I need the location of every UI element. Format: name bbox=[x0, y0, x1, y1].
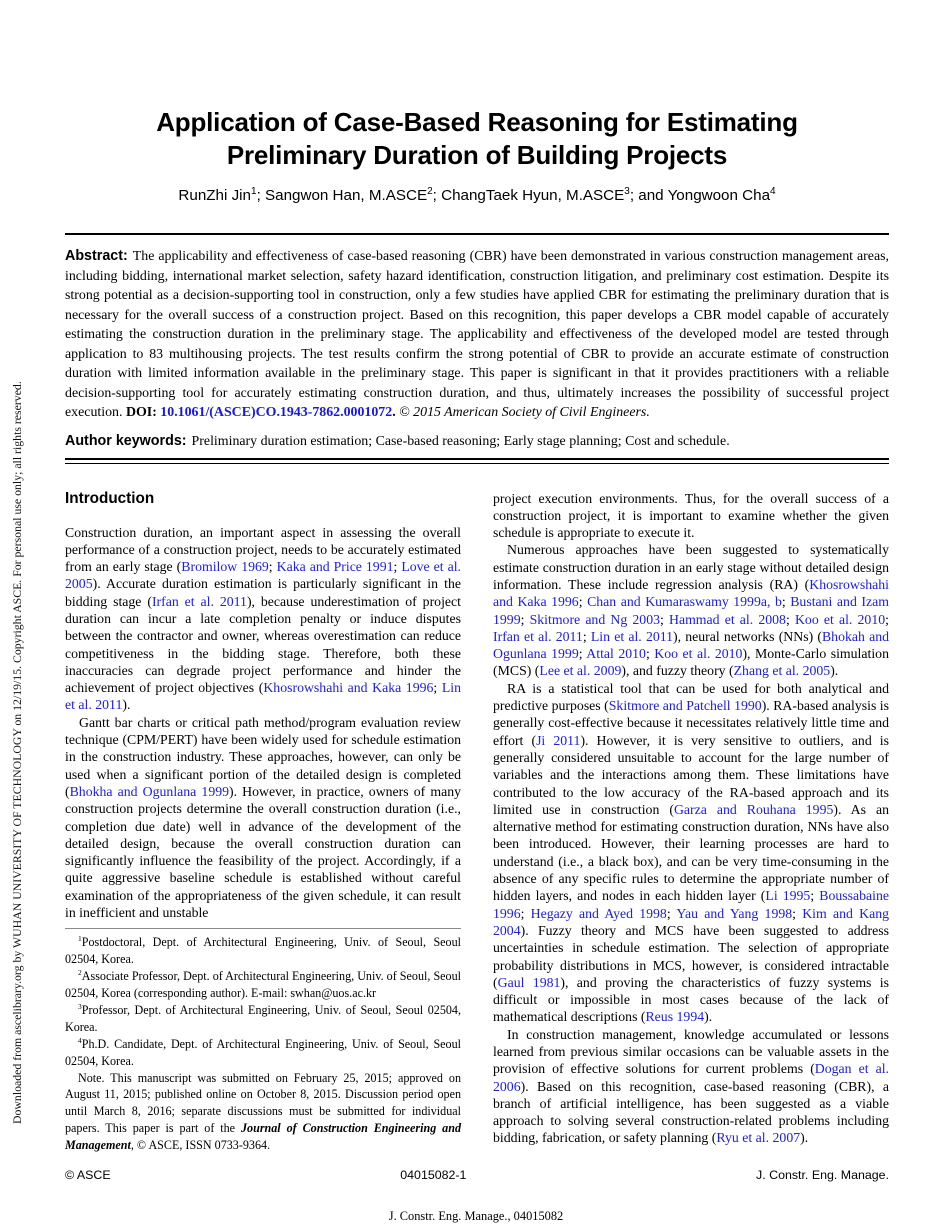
text-run: ). bbox=[830, 663, 839, 679]
intro-paragraph-5 bbox=[493, 680, 889, 1026]
citation-link[interactable]: Hegazy and Ayed 1998 bbox=[530, 905, 667, 921]
text-run: ). Accurate duration estimation is particularly significant in the bidding stage ( bbox=[65, 576, 461, 609]
text-run: ; and Yongwoon Cha bbox=[629, 187, 771, 204]
citation-link[interactable]: Attal 2010 bbox=[586, 646, 646, 662]
intro-paragraph-6 bbox=[493, 1026, 889, 1147]
text-run: ). bbox=[704, 1009, 713, 1025]
abstract-text bbox=[65, 249, 889, 420]
citation-link[interactable]: Yau and Yang 1998 bbox=[676, 905, 793, 921]
citation-link[interactable]: Irfan et al. 2011 bbox=[151, 593, 247, 609]
text-run: RunZhi Jin bbox=[178, 187, 251, 204]
citation-link[interactable]: Garza and Rouhana 1995 bbox=[673, 801, 834, 817]
intro-paragraph-1 bbox=[65, 524, 461, 714]
footer-journal: J. Constr. Eng. Manage. bbox=[756, 1168, 889, 1182]
footnote-note bbox=[65, 1070, 461, 1155]
text-run: ; bbox=[810, 888, 820, 904]
text-run: ; bbox=[578, 594, 588, 610]
text-run: Journal of Construction Engineering and Management bbox=[65, 1121, 461, 1153]
citation-link[interactable]: Chan and Kumaraswamy 1999a, b bbox=[587, 594, 782, 610]
citation-link[interactable]: Hammad et al. 2008 bbox=[668, 611, 786, 627]
text-run: DOI: bbox=[125, 405, 161, 420]
text-run: Postdoctoral, Dept. of Architectural Engineering, Univ. of Seoul, Seoul 02504, Korea. bbox=[65, 935, 461, 967]
abstract-paragraph bbox=[65, 247, 889, 423]
citation-link[interactable]: Boussabaine 1996 bbox=[493, 888, 889, 921]
text-run: ), Monte-Carlo simulation (MCS) ( bbox=[493, 646, 889, 679]
text-run: ). However, it is very sensitive to outliers, and is generally considered unsuitable to account for the large number of variables and the interactions among them. These limitations have contributed to the low accuracy of the RA-based approach and its limited use in construction ( bbox=[493, 732, 890, 817]
text-run: ; bbox=[520, 905, 531, 921]
citation-footer: J. Constr. Eng. Manage., 04015082 bbox=[388, 1209, 564, 1223]
footer-page-number: 04015082-1 bbox=[400, 1168, 467, 1182]
section-heading-introduction: Introduction bbox=[65, 489, 155, 507]
footnote-3 bbox=[65, 1002, 461, 1036]
text-run: ; Sangwon Han, M.ASCE bbox=[256, 187, 428, 204]
footnote-divider bbox=[65, 928, 461, 929]
text-run: ; bbox=[268, 559, 277, 575]
text-run: ; bbox=[660, 611, 669, 627]
text-run: Professor, Dept. of Architectural Engineering, Univ. of Seoul, Seoul 02504, Korea. bbox=[65, 1002, 461, 1034]
text-run: © 2015 American Society of Civil Engineers. bbox=[399, 405, 650, 420]
citation-link[interactable]: Li 1995 bbox=[765, 888, 811, 904]
download-watermark: Downloaded from ascelibrary.org by WUHAN UNIVERSITY OF TECHNOLOGY on 12/19/15. Copyright ASCE. For personal use only; all rights reserved. bbox=[10, 381, 24, 1124]
superscript-marker: 2 bbox=[427, 185, 433, 197]
page-title bbox=[65, 106, 889, 172]
text-run: ), and proving the characteristics of fuzzy systems is difficult or impossible in most cases because of the lack of mathematical descriptions ( bbox=[493, 974, 889, 1025]
text-run: ; bbox=[781, 594, 791, 610]
right-column bbox=[493, 490, 889, 1155]
text-run: ). bbox=[122, 697, 131, 713]
text-run: ; bbox=[785, 611, 795, 627]
text-run: Associate Professor, Dept. of Architectural Engineering, Univ. of Seoul, Seoul 02504, Korea (corresponding author). E-mail: swhan@uos.ac.kr bbox=[65, 969, 461, 1001]
text-run: Note. This manuscript was submitted on February 25, 2015; approved on August 11, 2015; published online on October 8, 2015. Discussion period open until March 8, 2016; separate discussions must be submitted for individual papers. This paper is part of the bbox=[65, 1070, 461, 1136]
text-run: ), neural networks (NNs) ( bbox=[673, 628, 822, 644]
superscript-marker: 3 bbox=[624, 185, 630, 197]
text-run: ). As an alternative method for estimating construction duration, NNs have also been introduced. However, their learning processes are hard to understand (i.e., a black box), and can be very time-consuming in the absence of any specific rules to determine the appropriate number of hidden layers, and nodes in each hidden layer ( bbox=[493, 801, 889, 904]
superscript-marker: 1 bbox=[78, 934, 82, 944]
superscript-marker: 4 bbox=[78, 1035, 82, 1045]
citation-link[interactable]: Irfan et al. 2011 bbox=[493, 628, 583, 644]
footnote-1 bbox=[65, 934, 461, 968]
citation-link[interactable]: Ji 2011 bbox=[536, 732, 581, 748]
superscript-marker: 1 bbox=[251, 185, 257, 197]
text-run: ). Based on this recognition, case-based reasoning (CBR), a branch of artificial intelligence, has been suggested as a viable approach to solving several construction-related problems including bidding, fabrication, or safety planning ( bbox=[493, 1078, 889, 1146]
text-run: ). However, in practice, owners of many construction projects determine the overall construction duration (i.e., completion due date) well in advance of the development of the detailed design, because the overall construction duration can significantly influence the feasibility of the project. Accordingly, if a quite aggressive baseline schedule is established without careful examination of the appropriateness of the given schedule, it can result in inefficient and unstable bbox=[65, 783, 462, 921]
citation-link[interactable]: Zhang et al. 2005 bbox=[733, 663, 831, 679]
text-run: Construction duration, an important aspect in assessing the overall performance of a construction project, needs to be accurately estimated from an early stage ( bbox=[65, 524, 461, 575]
citation-link[interactable]: Skitmore and Ng 2003 bbox=[529, 611, 660, 627]
keywords-bottom-rule bbox=[65, 458, 889, 464]
page-title-line1: Application of Case-Based Reasoning for Estimating bbox=[156, 107, 798, 137]
citation-link[interactable]: Lin et al. 2011 bbox=[65, 680, 461, 713]
keywords-paragraph bbox=[65, 432, 889, 451]
text-run: RA is a statistical tool that can be used for both analytical and predictive purposes ( bbox=[493, 680, 889, 714]
text-run: ; bbox=[520, 611, 530, 627]
text-run: The applicability and effectiveness of case-based reasoning (CBR) have been demonstrated in various construction management areas, including bidding, international market selection, safety hazard identification, construction litigation, and preliminary cost estimation. Despite its strong potential as a decision-supporting tool in construction, only a few studies have applied CBR for estimating the preliminary duration that is necessary for the overall success of a construction project. Based on this recognition, this paper develops a CBR model capable of accurately estimating the construction duration in the preliminary stage. The applicability and effectiveness of the developed model are tested through application to 83 multihousing projects. The test results confirm the strong potential of CBR to provide an accurate estimate of construction duration with limited information available in the preliminary stage. This paper is significant in that it provides practitioners with a reliable decision-supporting tool for accurately estimating construction duration, and thus, ultimately increases the possibility of successful project execution. bbox=[65, 249, 889, 420]
text-run: ; bbox=[393, 559, 402, 575]
intro-paragraph-3 bbox=[493, 490, 889, 542]
citation-link[interactable]: Bhokha and Ogunlana 1999 bbox=[69, 783, 230, 799]
citation-link[interactable]: Bhokah and Ogunlana 1999 bbox=[493, 628, 889, 662]
text-run: ; bbox=[885, 611, 889, 627]
text-run: Gantt bar charts or critical path method/program evaluation review technique (CPM/PERT) have been widely used for schedule estimation in the construction industry. These approaches, however, can only be used when a significant portion of the detailed design is completed ( bbox=[65, 714, 461, 799]
text-run: Preliminary duration estimation; Case-based reasoning; Early stage planning; Cost and schedule. bbox=[191, 433, 730, 449]
text-run: In construction management, knowledge accumulated or lessons learned from previous similar occasions can be valuable assets in the provision of effective solutions for current problems ( bbox=[493, 1026, 889, 1077]
footnote-4 bbox=[65, 1036, 461, 1070]
citation-link[interactable]: Khosrowshahi and Kaka 1996 bbox=[493, 576, 889, 610]
text-run: . bbox=[392, 405, 400, 420]
text-run: ; bbox=[578, 646, 587, 662]
text-run: ; bbox=[666, 905, 677, 921]
citation-link[interactable]: Lee et al. 2009 bbox=[539, 663, 622, 679]
text-run: ; ChangTaek Hyun, M.ASCE bbox=[432, 187, 625, 204]
text-run: Numerous approaches have been suggested to systematically estimate construction duration in an early stage without detailed design information. These include regression analysis (RA) ( bbox=[493, 542, 889, 592]
citation-link[interactable]: Khosrowshahi and Kaka 1996 bbox=[263, 680, 434, 696]
superscript-marker: 4 bbox=[770, 185, 776, 197]
keywords-text bbox=[192, 434, 730, 449]
page-footer bbox=[65, 1168, 889, 1182]
text-run: ), and fuzzy theory ( bbox=[621, 663, 734, 679]
text-run: ). bbox=[800, 1130, 809, 1146]
text-run: project execution environments. Thus, for the overall success of a construction project, it is important to examine whether the given schedule is appropriate to execute it. bbox=[493, 490, 889, 541]
authors-line bbox=[65, 186, 889, 205]
citation-link[interactable]: Skitmore and Patchell 1990 bbox=[608, 698, 762, 714]
superscript-marker: 3 bbox=[78, 1001, 82, 1011]
citation-link[interactable]: Ryu et al. 2007 bbox=[716, 1130, 801, 1146]
citation-link[interactable]: Koo et al. 2010 bbox=[794, 611, 886, 627]
text-run: Ph.D. Candidate, Dept. of Architectural Engineering, Univ. of Seoul, Seoul 02504, Korea. bbox=[65, 1036, 461, 1068]
text-run: , © ASCE, ISSN 0733-9364. bbox=[130, 1138, 271, 1153]
text-run: ; bbox=[792, 905, 803, 921]
abstract-top-rule bbox=[65, 233, 889, 235]
text-run: ). Fuzzy theory and MCS have been suggested to address uncertainties in schedule estimation. The selection of appropriate probability distributions in MCS, however, is considered intractable ( bbox=[493, 922, 889, 990]
citation-link[interactable]: Dogan et al. 2006 bbox=[493, 1061, 890, 1094]
citation-link[interactable]: Kaka and Price 1991 bbox=[276, 559, 394, 575]
text-run: ; bbox=[433, 680, 442, 696]
left-column bbox=[65, 490, 461, 1155]
two-column-body bbox=[65, 490, 889, 1155]
text-run: ; bbox=[582, 628, 591, 644]
page-content bbox=[65, 0, 889, 1154]
superscript-marker: 2 bbox=[78, 968, 82, 978]
text-run: ; bbox=[645, 646, 655, 662]
citation-link[interactable]: Reus 1994 bbox=[645, 1009, 705, 1025]
keywords-label: Author keywords: bbox=[65, 432, 187, 449]
citation-link[interactable]: Koo et al. 2010 bbox=[654, 646, 743, 662]
citation-link[interactable]: Bromilow 1969 bbox=[181, 559, 269, 575]
intro-paragraph-2 bbox=[65, 714, 461, 922]
citation-link[interactable]: Lin et al. 2011 bbox=[590, 628, 674, 644]
citation-link[interactable]: Bustani and Izam 1999 bbox=[493, 594, 889, 627]
text-run: ). RA-based analysis is generally cost-effective because it necessitates relatively little time and effort ( bbox=[493, 698, 889, 748]
citation-link[interactable]: Kim and Kang 2004 bbox=[493, 905, 889, 938]
page-title-line2: Preliminary Duration of Building Projects bbox=[226, 140, 728, 170]
footer-copyright: © ASCE bbox=[65, 1168, 111, 1182]
doi-link[interactable]: 10.1061/(ASCE)CO.1943-7862.0001072 bbox=[160, 405, 393, 420]
text-run: ), because underestimation of project duration can incur a late completion penalty or induce disputes between the contractor and owner, whereas overestimation can reduce competitiveness in the bidding stage. Therefore, both these inaccuracies can degrade project performance and hinder the achievement of project objectives ( bbox=[65, 593, 461, 696]
citation-link[interactable]: Love et al. 2005 bbox=[65, 559, 461, 592]
footnote-2 bbox=[65, 968, 461, 1002]
intro-paragraph-4 bbox=[493, 541, 889, 679]
abstract-label: Abstract: bbox=[65, 248, 128, 264]
citation-link[interactable]: Gaul 1981 bbox=[497, 974, 561, 990]
